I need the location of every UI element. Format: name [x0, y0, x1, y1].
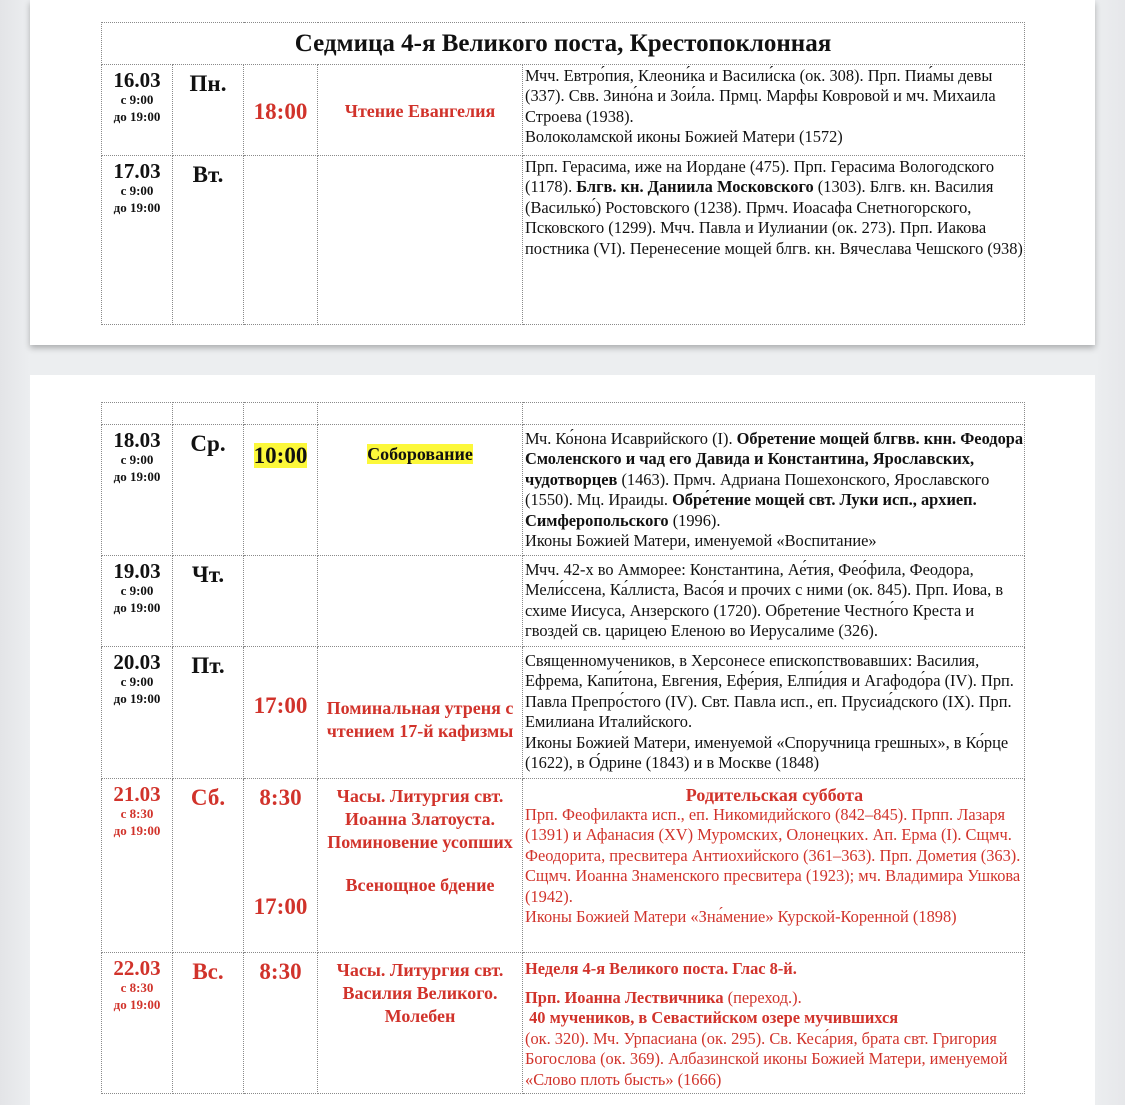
- saints-text: Мчч. 42-х во Амморее: Константина, Ае́тия, Фео́фила, Феодора, Мели́ссена, Ка́ллиста, Васо́я и прочих с ними (ок. 845). Прп. Иова, в схиме Иисуса, Анзерского (1720). Обретение Честно́го Креста и гвоздей св. царицею Еленою во Иерусалиме (326).: [525, 560, 1004, 641]
- schedule-table-page-2: [101, 402, 1025, 1094]
- service-time: 17:00: [244, 647, 318, 779]
- service-time-2: 17:00: [253, 894, 308, 919]
- icon-feast-text: Иконы Божией Матери, именуемой «Воспитание»: [525, 531, 877, 551]
- service-name-empty: [318, 556, 523, 647]
- date-cell: [102, 156, 173, 325]
- day-row-19-03: [102, 556, 1025, 647]
- weekday: Пт.: [173, 647, 244, 779]
- saints-text: Мч. Ко́нона Исаврийского (I).: [525, 429, 737, 448]
- service-time: 10:00: [253, 443, 308, 468]
- service-time-empty: [244, 156, 318, 325]
- date: 18.03: [113, 428, 161, 452]
- service-name: Соборование: [367, 444, 473, 464]
- saints-cell: [523, 425, 1025, 556]
- open-from: с 9:00: [120, 452, 154, 467]
- day-row-16-03: [102, 65, 1025, 156]
- day-row-17-03: [102, 156, 1025, 325]
- open-to: до 19:00: [113, 469, 161, 484]
- saints-text: (1303). Блгв. кн. Василия (Василько́) Ростовского (1238). Прмч. Иоасафа Снетногорского, Псковского (1299). Мчч. Павла и Иулиании (ок. 273). Прп. Иакова постника (VI). Перенесение мощей блгв. кн. Вячеслава Чешского (938): [525, 177, 1023, 258]
- open-from: с 9:00: [120, 183, 154, 198]
- service-name: Поминальная утреня с чтением 17-й кафизмы: [318, 647, 523, 779]
- saints-text: (1463). Прмч. Адриана Пошехонского, Ярославского (1550). Мц. Ираиды.: [525, 469, 990, 510]
- date: 21.03: [113, 782, 161, 806]
- weekday: Ср.: [173, 425, 244, 556]
- date: 22.03: [113, 956, 161, 980]
- feast-heading: Родительская суббота: [685, 785, 864, 805]
- service-name-2: Всенощное бдение: [345, 875, 495, 895]
- open-from: с 8:30: [120, 806, 154, 821]
- date: 20.03: [113, 650, 161, 674]
- saints-cell: [523, 953, 1025, 1094]
- weekday: Чт.: [173, 556, 244, 647]
- saints-text: (1996).: [668, 510, 721, 530]
- open-to: до 19:00: [113, 109, 161, 124]
- saints-text: (ок. 320). Мч. Урпасиана (ок. 295). Св. Кеса́рия, брата свт. Григория Богослова (ок. 369). Албазинской иконы Божией Матери, именуемой «Слово плоть бысть» (1666): [525, 1028, 1008, 1089]
- feast-heading: Неделя 4-я Великого поста. Глас 8-й.: [525, 959, 797, 978]
- open-from: с 9:00: [120, 674, 154, 689]
- icon-feast-text: Иконы Божией Матери, именуемой «Споручница грешных», в Ко́рце (1622), в О́дрине (1843) и в Москве (1848): [525, 732, 1009, 773]
- saints-text: Священномучеников, в Херсонесе епископствовавших: Василия, Ефрема, Капи́тона, Евгения, Ефе́рия, Елпи́дия и Агафодо́ра (IV). Прп. Павла Препро́стого (IV). Свт. Павла исп., еп. Прусиа́дского (IX). Прп. Емилиана Италийского.: [525, 651, 1014, 732]
- weekday: Вс.: [173, 953, 244, 1094]
- document-page-1: [30, 0, 1095, 345]
- saints-text: Мчч. Евтро́пия, Клеони́ка и Васили́ска (ок. 308). Прп. Пиа́мы девы (337). Свв. Зино́на и Зои́ла. Прмц. Марфы Ковровой и мч. Михаила Строева (1938).: [525, 66, 996, 126]
- date: 16.03: [113, 68, 161, 92]
- service-time-1: 8:30: [259, 785, 302, 810]
- day-row-20-03: [102, 647, 1025, 779]
- service-times-cell: [244, 779, 318, 953]
- saints-text-bold: 40 мучеников, в Севастийском озере мучившихся: [525, 1008, 899, 1028]
- open-from: с 8:30: [120, 980, 154, 995]
- open-to: до 19:00: [113, 691, 161, 706]
- saints-text-bold: Обре́тение мощей свт. Луки исп., архиеп. Симферопольского: [525, 490, 977, 530]
- date-cell: [102, 953, 173, 1094]
- date-cell: [102, 65, 173, 156]
- open-from: с 9:00: [120, 92, 154, 107]
- saints-text-bold: Обретение мощей блгвв. кнн. Феодора Смоленского и чад его Давида и Константина, Ярославских, чудотворцев: [525, 429, 1024, 489]
- week-title: Седмица 4-я Великого поста, Крестопоклонная: [102, 23, 1025, 65]
- saints-text: Прп. Герасима, иже на Иордане (475). Прп. Герасима Вологодского (1178).: [525, 157, 995, 197]
- weekday: Вт.: [173, 156, 244, 325]
- service-time: 18:00: [244, 65, 318, 156]
- schedule-table-page-1: [101, 22, 1025, 325]
- open-to: до 19:00: [113, 200, 161, 215]
- day-row-21-03: [102, 779, 1025, 953]
- saints-text: (переход.).: [723, 988, 802, 1007]
- saints-text-bold: Блгв. кн. Даниила Московского: [576, 177, 814, 197]
- saints-text: Прп. Феофилакта исп., еп. Никомидийского (842–845). Прпп. Лазаря (1391) и Афанасия (XV) Муромских, Олонецких. Ап. Ерма (I). Сщмч. Феодорита, пресвитера Антиохийского (361–363). Прп. Дометия (363). Сщмч. Иоанна Знаменского пресвитера (1923); мч. Владимира Ушкова (1942).: [525, 805, 1021, 906]
- day-row-18-03: [102, 425, 1025, 556]
- document-page-2: [30, 375, 1095, 1105]
- service-name-cell: [318, 425, 523, 556]
- date: 17.03: [113, 159, 161, 183]
- service-name: Чтение Евангелия: [318, 65, 523, 156]
- icon-feast-text: Волоколамской иконы Божией Матери (1572): [525, 127, 843, 147]
- service-time-empty: [244, 556, 318, 647]
- date-cell: [102, 556, 173, 647]
- open-to: до 19:00: [113, 600, 161, 615]
- service-name-1: Часы. Литургия свт. Иоанна Златоуста. Поминовение усопших: [327, 786, 513, 852]
- service-time: 8:30: [244, 953, 318, 1094]
- open-to: до 19:00: [113, 997, 161, 1012]
- open-to: до 19:00: [113, 823, 161, 838]
- weekday: Пн.: [173, 65, 244, 156]
- weekday: Сб.: [173, 779, 244, 953]
- open-from: с 9:00: [120, 583, 154, 598]
- service-time-cell: [244, 425, 318, 556]
- saints-cell: [523, 65, 1025, 156]
- icon-feast-text: Иконы Божией Матери «Зна́мение» Курской-Коренной (1898): [525, 907, 957, 927]
- saints-cell: [523, 779, 1025, 953]
- date-cell: [102, 425, 173, 556]
- service-name: Часы. Литургия свт. Василия Великого. Молебен: [318, 953, 523, 1094]
- day-row-22-03: [102, 953, 1025, 1094]
- date-cell: [102, 647, 173, 779]
- service-name-empty: [318, 156, 523, 325]
- date-cell: [102, 779, 173, 953]
- saints-cell: [523, 556, 1025, 647]
- saints-cell: [523, 647, 1025, 779]
- date: 19.03: [113, 559, 161, 583]
- saints-text-bold: Прп. Иоанна Лествичника: [525, 988, 724, 1007]
- empty-header-row: [102, 403, 1025, 425]
- service-names-cell: [318, 779, 523, 953]
- saints-cell: [523, 156, 1025, 325]
